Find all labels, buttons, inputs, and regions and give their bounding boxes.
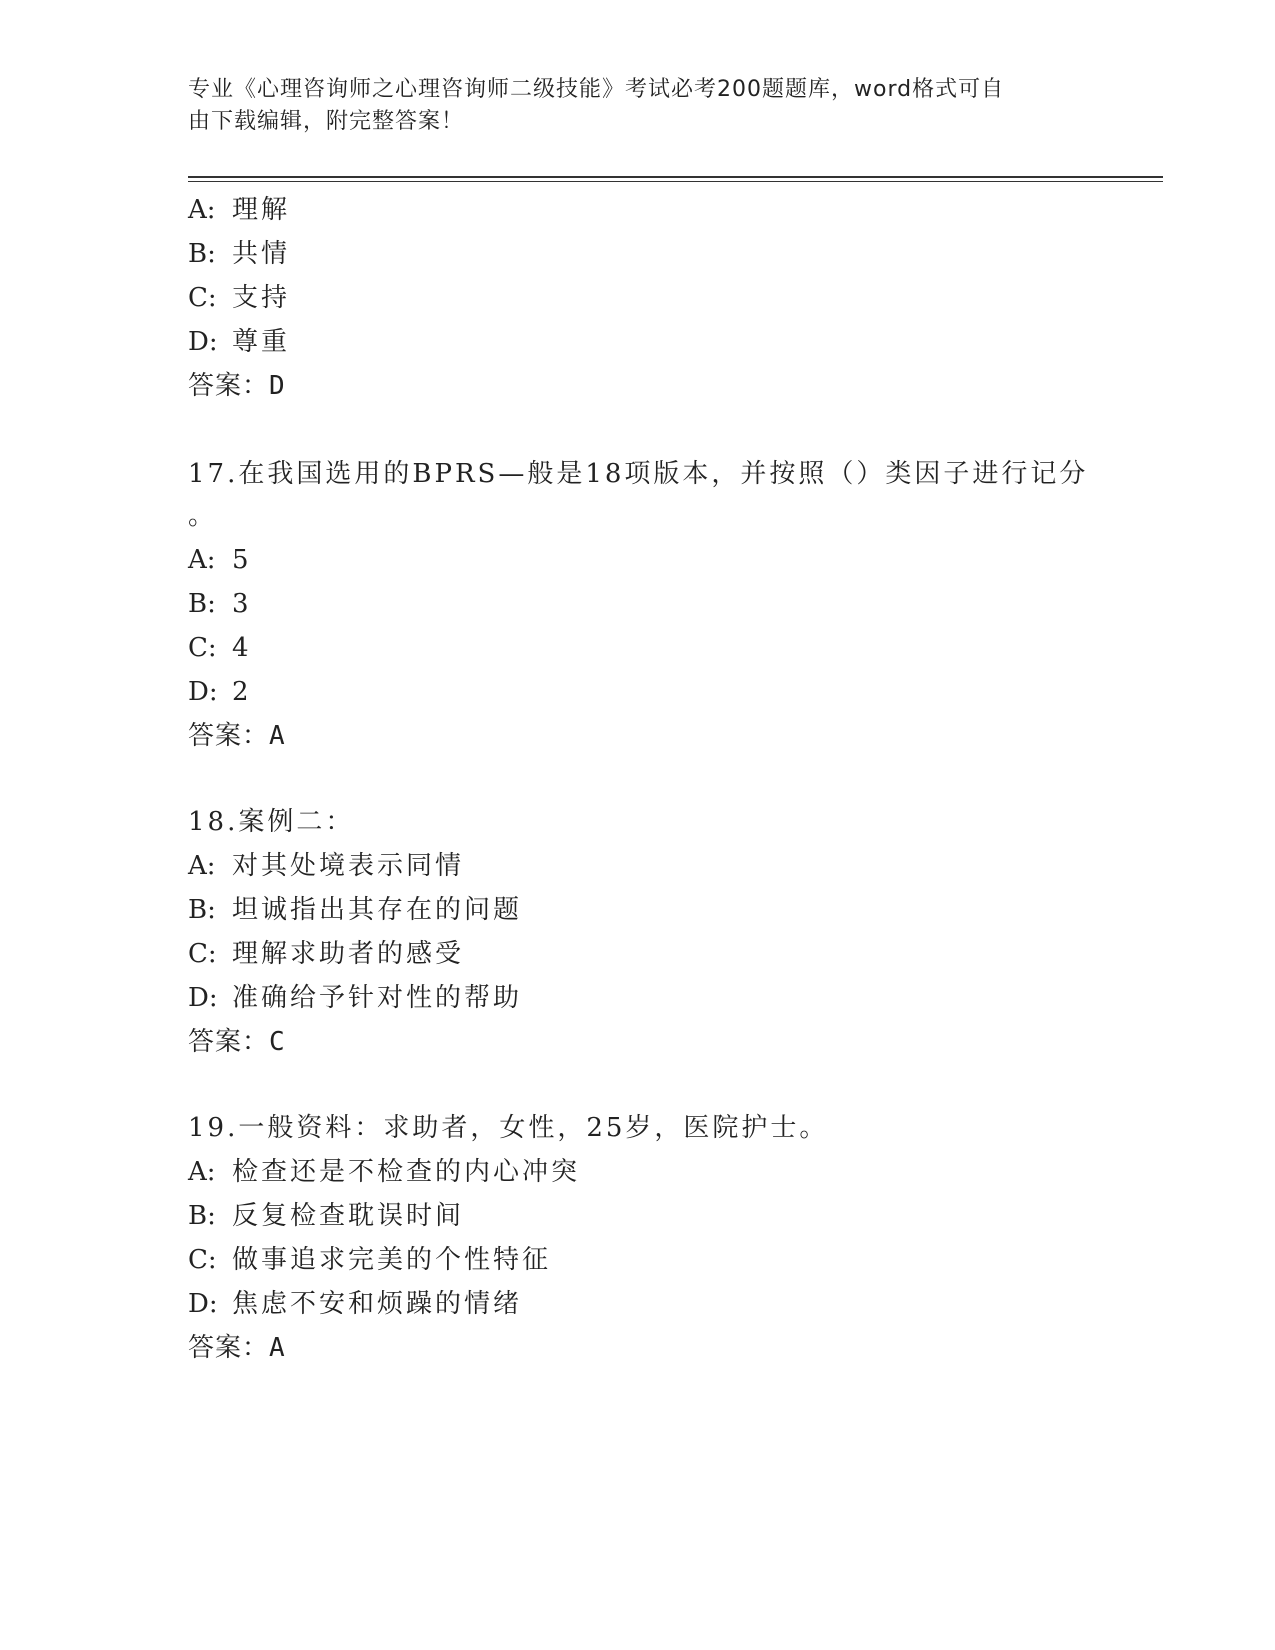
answer-value: C [269, 1027, 286, 1057]
option-text: 尊重 [232, 327, 291, 357]
option-text: 4 [232, 633, 252, 663]
answer-line: 答案：C [188, 1027, 286, 1057]
option-c: C: 做事追求完美的个性特征 [188, 1245, 552, 1275]
header-line-2: 由下载编辑，附完整答案！ [188, 109, 465, 134]
option-text: 支持 [232, 283, 291, 313]
option-c: C: 理解求助者的感受 [188, 939, 465, 969]
option-a: A: 对其处境表示同情 [188, 851, 465, 881]
option-c: C: 4 [188, 633, 252, 663]
option-d: D: 焦虑不安和烦躁的情绪 [188, 1289, 523, 1319]
option-a: A: 检查还是不检查的内心冲突 [188, 1157, 581, 1187]
option-d: D: 2 [188, 677, 252, 707]
option-text: 理解 [232, 195, 291, 225]
option-b: B: 反复检查耽误时间 [188, 1201, 465, 1231]
option-b: B: 共情 [188, 239, 291, 269]
option-b: B: 3 [188, 589, 252, 619]
document-header [188, 74, 1088, 138]
option-text: 检查还是不检查的内心冲突 [232, 1157, 581, 1187]
question-17-cont: 。 [188, 501, 215, 531]
option-text: 坦诚指出其存在的问题 [232, 895, 523, 925]
option-text: 5 [232, 545, 252, 575]
option-d: D: 准确给予针对性的帮助 [188, 983, 523, 1013]
header-line-1: 专业《心理咨询师之心理咨询师二级技能》考试必考200题题库，word格式可自 [188, 77, 1005, 102]
option-text: 做事追求完美的个性特征 [232, 1245, 552, 1275]
option-c: C: 支持 [188, 283, 291, 313]
option-text: 对其处境表示同情 [232, 851, 465, 881]
header-rule-thin [188, 181, 1163, 182]
answer-value: A [269, 721, 286, 751]
option-a: A: 理解 [188, 195, 291, 225]
option-text: 2 [232, 677, 252, 707]
question-18: 18.案例二： [188, 807, 355, 837]
option-text: 焦虑不安和烦躁的情绪 [232, 1289, 523, 1319]
answer-line: 答案：D [188, 371, 286, 401]
option-text: 准确给予针对性的帮助 [232, 983, 523, 1013]
option-d: D: 尊重 [188, 327, 291, 357]
option-b: B: 坦诚指出其存在的问题 [188, 895, 523, 925]
answer-line: 答案：A [188, 721, 286, 751]
answer-line: 答案：A [188, 1333, 286, 1363]
option-text: 反复检查耽误时间 [232, 1201, 465, 1231]
question-19: 19.一般资料：求助者，女性，25岁，医院护士。 [188, 1113, 829, 1143]
answer-value: A [269, 1333, 286, 1363]
answer-value: D [269, 371, 286, 401]
option-a: A: 5 [188, 545, 252, 575]
question-17: 17.在我国选用的BPRS—般是18项版本，并按照（）类因子进行记分 [188, 459, 1089, 489]
option-text: 共情 [232, 239, 291, 269]
option-text: 3 [232, 589, 252, 619]
header-rule-thick [188, 176, 1163, 178]
option-text: 理解求助者的感受 [232, 939, 465, 969]
